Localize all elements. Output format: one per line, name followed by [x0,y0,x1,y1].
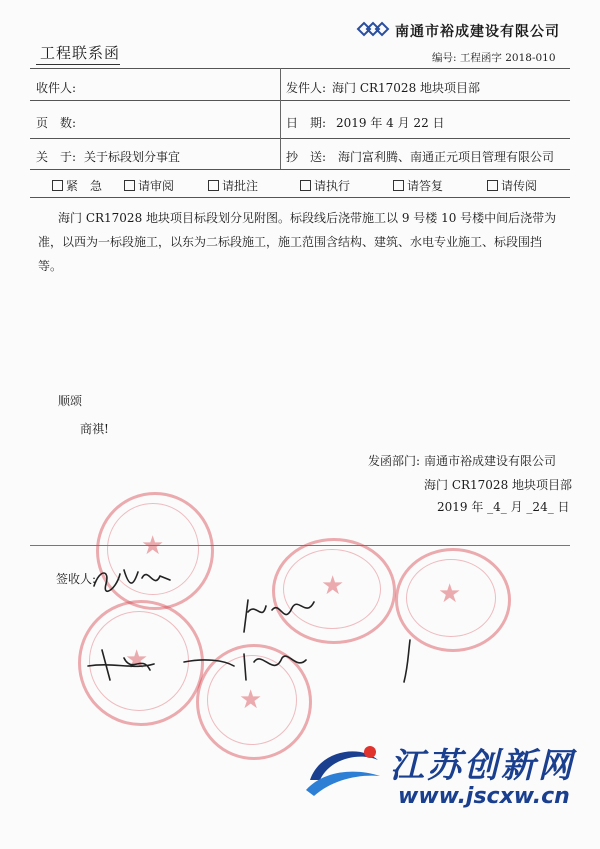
handwritten-mark [398,636,418,686]
subject-value: 关于标段划分事宜 [84,150,181,164]
pages-label: 页 数: [36,116,77,130]
option-urgent[interactable]: 紧 急 [52,177,102,194]
code-value: 工程函字 2018-010 [459,52,556,64]
row-line-1 [30,100,570,101]
row-line-4 [30,197,570,198]
dept-value: 南通市裕成建设有限公司 [424,454,557,468]
checkbox-icon [52,180,63,191]
checkbox-icon [208,180,219,191]
dept-sub: 海门 CR17028 地块项目部 [424,478,573,492]
handwritten-signature-2 [236,592,326,642]
checkbox-icon [393,180,404,191]
option-circulate[interactable]: 请传阅 [487,177,537,194]
table-middle-divider [280,68,281,169]
body-paragraph: 海门 CR17028 地块项目标段划分见附图。标段线后浇带施工以 9 号楼 10 号楼中间后浇带为准，以西为一标段施工，以东为二标段施工，施工范围含结构、建筑、水电专业施工、标段围挡等。 [38,211,557,273]
option-annotate[interactable]: 请批注 [208,177,258,194]
row-line-2 [30,138,570,139]
document-code [432,50,556,65]
closing-line-2: 商祺! [80,422,109,436]
checkbox-icon [300,180,311,191]
recipient-label: 收件人: [36,81,77,95]
checkbox-icon [487,180,498,191]
cc-value: 海门富利腾、南通正元项目管理有限公司 [338,150,555,164]
watermark-url: www.jscxw.cn [398,784,570,809]
stamp-star-icon: ★ [438,579,462,609]
table-top-line [30,68,570,69]
dept-label: 发函部门: [368,454,421,468]
code-label: 编号: [432,52,457,64]
stamp-star-icon: ★ [239,685,263,715]
cc-label: 抄 送: [286,150,327,164]
row-line-3 [30,169,570,170]
signature-date: 2019 年 _4_ 月 _24_ 日 [437,500,570,514]
sender-label: 发件人: [286,81,327,95]
stamp-star-icon: ★ [141,531,165,561]
date-value: 2019 年 4 月 22 日 [336,116,445,130]
watermark-logo-icon [300,740,384,800]
checkbox-icon [124,180,135,191]
handwritten-signature-3 [84,640,324,690]
option-execute[interactable]: 请执行 [300,177,350,194]
date-label: 日 期: [286,116,327,130]
subject-label: 关 于: [36,150,77,164]
closing-line-1: 顺颂 [58,394,83,408]
option-reply[interactable]: 请答复 [393,177,443,194]
stamp-star-icon: ★ [125,645,149,675]
watermark-name: 江苏创新网 [390,746,575,786]
title-underline [36,64,120,65]
receipt-label: 签收人: [56,572,97,586]
option-review[interactable]: 请审阅 [124,177,174,194]
stamp-star-icon: ★ [321,571,345,601]
company-name: 南通市裕成建设有限公司 [395,24,560,40]
company-logo-icon [356,21,390,37]
handwritten-signature-1 [90,560,180,600]
document-title: 工程联系函 [40,44,121,62]
sender-value: 海门 CR17028 地块项目部 [332,81,481,95]
